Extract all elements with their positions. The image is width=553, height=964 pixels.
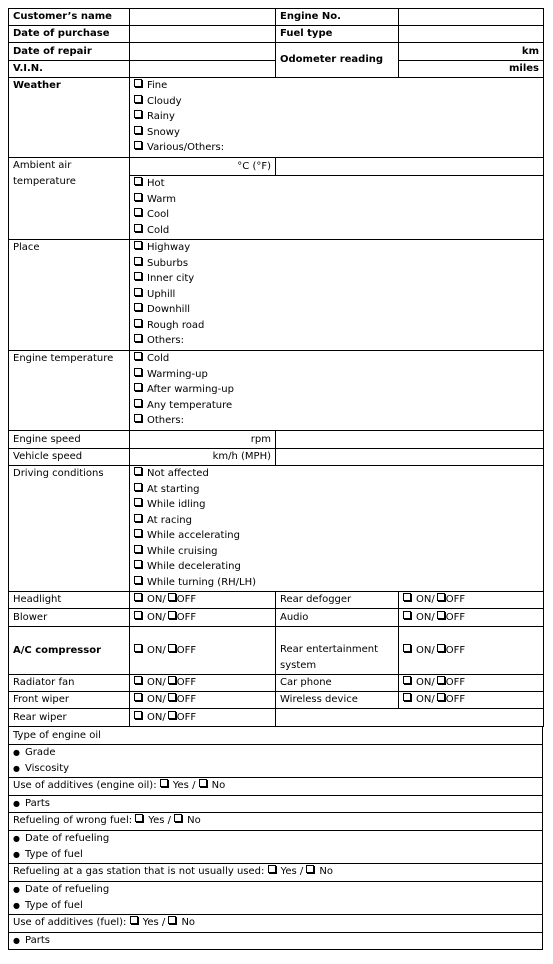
viscosity-item: ● Viscosity (13, 761, 538, 777)
fuel-type-label: Fuel type (276, 26, 399, 43)
option-while-idling[interactable]: While idling (134, 497, 539, 513)
miles-unit: miles (508, 63, 539, 75)
checkbox-icon[interactable] (403, 676, 411, 684)
date-of-refueling-item: ● Date of refueling (13, 831, 538, 847)
checkbox-icon[interactable] (403, 593, 411, 601)
engine-speed-field[interactable] (276, 431, 544, 449)
customer-name-label: Customer’s name (9, 9, 130, 26)
option-suburbs[interactable]: Suburbs (134, 256, 539, 272)
blower-switch: ON/ OFF (130, 609, 276, 627)
option-cold[interactable]: Cold (134, 351, 539, 367)
checkbox-icon[interactable] (306, 865, 314, 873)
checkbox-icon[interactable] (134, 272, 142, 280)
option-hot[interactable]: Hot (134, 176, 539, 192)
checkbox-icon[interactable] (168, 693, 176, 701)
option-downhill[interactable]: Downhill (134, 302, 539, 318)
checkbox-icon[interactable] (134, 95, 142, 103)
engine-oil-type-label: Type of engine oil (9, 727, 543, 744)
checkbox-icon[interactable] (168, 593, 176, 601)
checkbox-icon[interactable] (437, 693, 445, 701)
option-while-accelerating[interactable]: While accelerating (134, 528, 539, 544)
checkbox-icon[interactable] (134, 288, 142, 296)
checkbox-icon[interactable] (168, 644, 176, 652)
fuel-type-field[interactable] (399, 26, 544, 43)
checkbox-icon[interactable] (168, 916, 176, 924)
vin-label: V.I.N. (9, 61, 130, 78)
checkbox-icon[interactable] (134, 498, 142, 506)
type-of-fuel-item: ● Type of fuel (13, 898, 538, 914)
checkbox-icon[interactable] (134, 334, 142, 342)
checkbox-icon[interactable] (134, 368, 142, 376)
fluid-table (8, 727, 543, 950)
checkbox-icon[interactable] (174, 814, 182, 822)
date-of-refueling-item: ● Date of refueling (13, 882, 538, 898)
vin-field[interactable] (130, 61, 276, 78)
checkbox-icon[interactable] (168, 676, 176, 684)
engine-no-label: Engine No. (276, 9, 399, 26)
checkbox-icon[interactable] (134, 399, 142, 407)
rear-entertainment-switch: ON/ OFF (399, 627, 544, 675)
unusual-station-details (9, 881, 543, 914)
checkbox-icon[interactable] (437, 644, 445, 652)
option-while-cruising[interactable]: While cruising (134, 544, 539, 560)
option-after-warming-up[interactable]: After warming-up (134, 382, 539, 398)
checkbox-icon[interactable] (134, 529, 142, 537)
checkbox-icon[interactable] (134, 560, 142, 568)
checkbox-icon[interactable] (134, 644, 142, 652)
parts-item: ● Parts (13, 933, 538, 949)
vehicle-speed-field[interactable] (276, 449, 544, 466)
checkbox-icon[interactable] (134, 611, 142, 619)
audio-switch: ON/ OFF (399, 609, 544, 627)
bullet-icon: ● (13, 885, 20, 894)
ac-compressor-switch: ON/ OFF (130, 627, 276, 675)
ac-compressor-label: A/C compressor (9, 627, 130, 675)
odometer-miles-field[interactable] (399, 61, 544, 78)
checkbox-icon[interactable] (134, 224, 142, 232)
checkbox-icon[interactable] (134, 676, 142, 684)
checkbox-icon[interactable] (134, 177, 142, 185)
customer-name-field[interactable] (130, 9, 276, 26)
type-of-fuel-item: ● Type of fuel (13, 847, 538, 863)
checkbox-icon[interactable] (134, 319, 142, 327)
driving-conditions-label: Driving conditions (9, 466, 130, 592)
engine-temp-options (130, 351, 544, 431)
checkbox-icon[interactable] (134, 303, 142, 311)
parts-item: ● Parts (13, 796, 538, 812)
bullet-icon: ● (13, 900, 20, 910)
checkbox-icon[interactable] (437, 611, 445, 619)
oil-parts-row (9, 795, 543, 812)
option-highway[interactable]: Highway (134, 240, 539, 256)
checkbox-icon[interactable] (403, 611, 411, 619)
date-of-repair-field[interactable] (130, 43, 276, 61)
bullet-icon: ● (13, 834, 20, 843)
option-cool[interactable]: Cool (134, 207, 539, 223)
option-any-temperature[interactable]: Any temperature (134, 398, 539, 414)
info-table (8, 8, 544, 727)
checkbox-icon[interactable] (134, 141, 142, 149)
ambient-temp-label: Ambient air temperature (9, 158, 130, 240)
checkbox-icon[interactable] (268, 865, 276, 873)
odometer-reading-label: Odometer reading (276, 43, 399, 78)
option-snowy[interactable]: Snowy (134, 125, 539, 141)
wireless-device-switch: ON/ OFF (399, 692, 544, 709)
option-at-starting[interactable]: At starting (134, 482, 539, 498)
vehicle-speed-label: Vehicle speed (9, 449, 130, 466)
date-of-purchase-label: Date of purchase (9, 26, 130, 43)
option-inner-city[interactable]: Inner city (134, 271, 539, 287)
vehicle-speed-unit: km/h (MPH) (130, 449, 276, 466)
checkbox-icon[interactable] (168, 711, 176, 719)
place-label: Place (9, 240, 130, 351)
checkbox-icon[interactable] (199, 779, 207, 787)
option-others[interactable]: Others: (134, 333, 539, 349)
engine-oil-details (9, 744, 543, 777)
engine-temp-label: Engine temperature (9, 351, 130, 431)
option-rough-road[interactable]: Rough road (134, 318, 539, 334)
option-warm[interactable]: Warm (134, 192, 539, 208)
audio-label: Audio (276, 609, 399, 627)
option-while-turning[interactable]: While turning (RH/LH) (134, 575, 539, 591)
engine-no-field[interactable] (399, 9, 544, 26)
fuel-additives-row: Use of additives (fuel): Yes / No (9, 914, 543, 932)
option-various-others[interactable]: Various/Others: (134, 140, 539, 156)
checkbox-icon[interactable] (130, 916, 138, 924)
engine-speed-label: Engine speed (9, 431, 130, 449)
rear-entertainment-label: Rear entertainment system (276, 627, 399, 675)
bullet-icon: ● (13, 849, 20, 859)
option-uphill[interactable]: Uphill (134, 287, 539, 303)
rear-defogger-label: Rear defogger (276, 592, 399, 609)
option-at-racing[interactable]: At racing (134, 513, 539, 529)
front-wiper-label: Front wiper (9, 692, 130, 709)
option-cold[interactable]: Cold (134, 223, 539, 239)
checkbox-icon[interactable] (134, 414, 142, 422)
checkbox-icon[interactable] (437, 593, 445, 601)
weather-label: Weather (9, 78, 130, 158)
km-unit: km (521, 45, 539, 57)
checkbox-icon[interactable] (134, 257, 142, 265)
rear-wiper-switch: ON/ OFF (130, 709, 276, 727)
checkbox-icon[interactable] (134, 483, 142, 491)
place-options (130, 240, 544, 351)
bullet-icon: ● (13, 748, 20, 757)
checkbox-icon[interactable] (134, 208, 142, 216)
blower-label: Blower (9, 609, 130, 627)
checkbox-icon[interactable] (134, 467, 142, 475)
checkbox-icon[interactable] (134, 593, 142, 601)
option-warming-up[interactable]: Warming-up (134, 367, 539, 383)
wrong-fuel-row: Refueling of wrong fuel: Yes / No (9, 812, 543, 830)
headlight-label: Headlight (9, 592, 130, 609)
oil-additives-row: Use of additives (engine oil): Yes / No (9, 777, 543, 795)
empty-cell (276, 709, 544, 727)
checkbox-icon[interactable] (134, 79, 142, 87)
checkbox-icon[interactable] (134, 241, 142, 249)
wrong-fuel-details (9, 830, 543, 863)
wireless-device-label: Wireless device (276, 692, 399, 709)
checkbox-icon[interactable] (134, 693, 142, 701)
weather-options (130, 78, 544, 158)
checkbox-icon[interactable] (134, 352, 142, 360)
date-of-repair-label: Date of repair (9, 43, 130, 61)
driving-conditions-options (130, 466, 544, 592)
option-not-affected[interactable]: Not affected (134, 466, 539, 482)
engine-speed-unit: rpm (130, 431, 276, 449)
checkbox-icon[interactable] (134, 711, 142, 719)
checkbox-icon[interactable] (403, 693, 411, 701)
checkbox-icon[interactable] (134, 576, 142, 584)
date-of-purchase-field[interactable] (130, 26, 276, 43)
rear-wiper-label: Rear wiper (9, 709, 130, 727)
bullet-icon: ● (13, 763, 20, 773)
checkbox-icon[interactable] (134, 110, 142, 118)
option-rainy[interactable]: Rainy (134, 109, 539, 125)
grade-item: ● Grade (13, 745, 538, 761)
ambient-temp-field[interactable] (276, 158, 544, 176)
odometer-km-field[interactable] (399, 43, 544, 61)
option-cloudy[interactable]: Cloudy (134, 94, 539, 110)
checkbox-icon[interactable] (160, 779, 168, 787)
headlight-switch: ON/ OFF (130, 592, 276, 609)
rear-defogger-switch: ON/ OFF (399, 592, 544, 609)
checkbox-icon[interactable] (134, 383, 142, 391)
option-while-decelerating[interactable]: While decelerating (134, 559, 539, 575)
car-phone-switch: ON/ OFF (399, 675, 544, 692)
checkbox-icon[interactable] (134, 514, 142, 522)
front-wiper-switch: ON/ OFF (130, 692, 276, 709)
car-phone-label: Car phone (276, 675, 399, 692)
checkbox-icon[interactable] (168, 611, 176, 619)
option-others[interactable]: Others: (134, 413, 539, 429)
checkbox-icon[interactable] (134, 126, 142, 134)
radiator-fan-switch: ON/ OFF (130, 675, 276, 692)
checkbox-icon[interactable] (403, 644, 411, 652)
fuel-parts-row (9, 932, 543, 949)
ambient-temp-options (130, 176, 544, 240)
checkbox-icon[interactable] (437, 676, 445, 684)
radiator-fan-label: Radiator fan (9, 675, 130, 692)
checkbox-icon[interactable] (135, 814, 143, 822)
checkbox-icon[interactable] (134, 545, 142, 553)
bullet-icon: ● (13, 935, 20, 945)
option-fine[interactable]: Fine (134, 78, 539, 94)
diagnosis-sheet (8, 8, 543, 950)
checkbox-icon[interactable] (134, 193, 142, 201)
unusual-station-row: Refueling at a gas station that is not usually used: Yes / No (9, 863, 543, 881)
bullet-icon: ● (13, 798, 20, 808)
ambient-temp-unit: °C (°F) (130, 158, 276, 176)
